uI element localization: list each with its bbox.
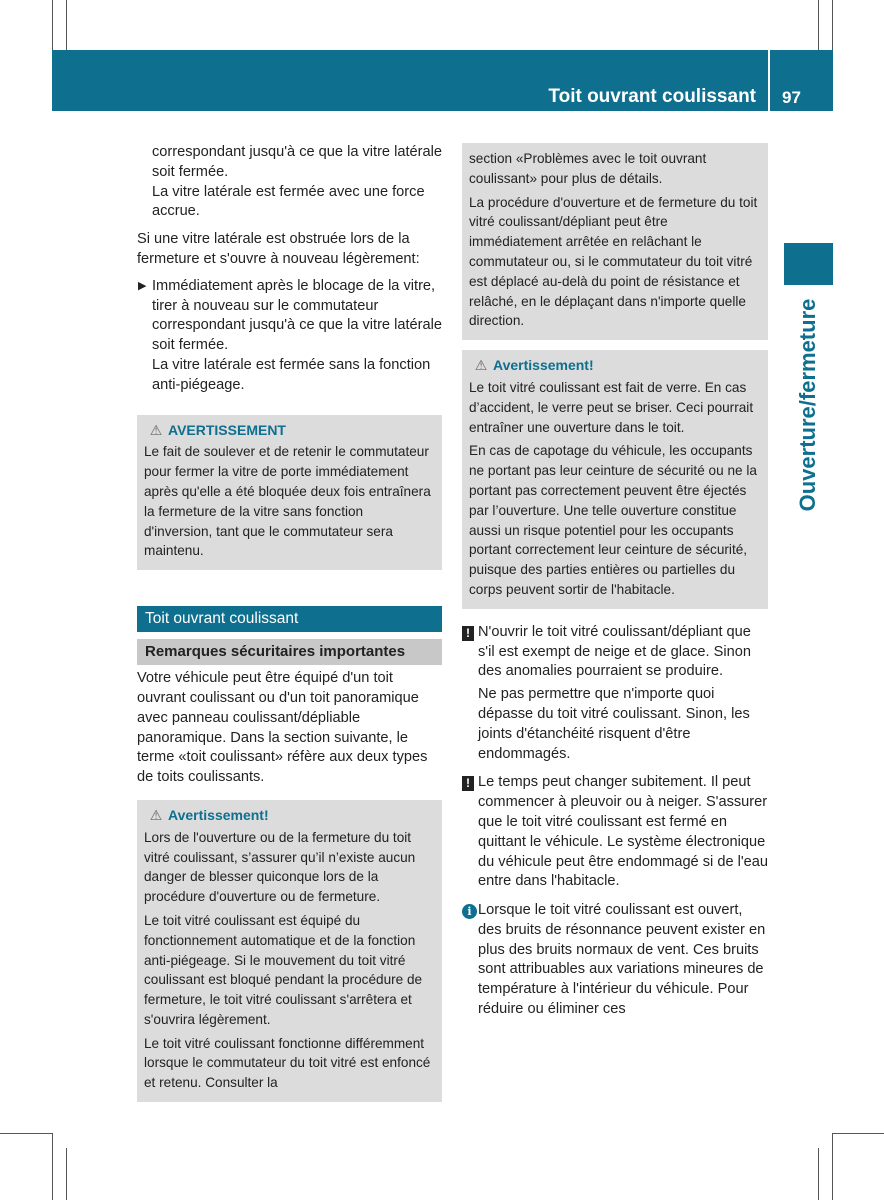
caution-note	[462, 623, 768, 765]
continued-step-text: correspondant jusqu'à ce que la vitre latérale soit fermée.	[152, 144, 442, 180]
subsection-title: Remarques sécuritaires importantes	[137, 639, 442, 665]
warning-title: Avertissement!	[493, 357, 594, 374]
warning-heading	[469, 356, 761, 376]
crop-mark	[832, 1133, 884, 1134]
continued-warning-box	[462, 143, 768, 340]
info-paragraph: Lorsque le toit vitré coulissant est ouvert, des bruits de résonnance peuvent exister en plus des bruits normaux de vent. Ces bruits sont attribuables aux variations mineures de température à l'intérieur du véhicule. Pour réduire ou éliminer ces	[478, 902, 766, 1018]
warning-paragraph: En cas de capotage du véhicule, les occupants ne portant pas leur ceinture de sécurité ou ne la portant pas correctement peuvent être éjectés par l’ouverture. Une telle ouverture constitue aussi un risque potentiel pour les occupants portant correctement leur ceinture de sécurité, puisque des parties entières ou partielles du corps peuvent sortir de l'habitacle.	[469, 443, 757, 597]
left-column	[137, 143, 442, 1102]
caution-paragraph: Le temps peut changer subitement. Il peut commencer à pleuvoir ou à neiger. S'assurer que le toit vitré coulissant est fermé en quittant le véhicule. Le système électronique du véhicule peut être endommagé si de l'eau entre dans l'habitacle.	[478, 774, 768, 890]
info-note	[462, 901, 768, 1020]
crop-mark	[0, 1133, 52, 1134]
crop-mark	[66, 0, 67, 50]
section-title: Toit ouvrant coulissant	[137, 606, 442, 632]
intro-paragraph: Votre véhicule peut être équipé d'un toit ouvrant coulissant ou d'un toit panoramique avec panneau coulissant/dépliable panoramique. Dans la section suivante, le terme «toit coulissant» réfère aux deux types de toits coulissants.	[137, 670, 428, 786]
page-header-title: Toit ouvrant coulissant	[548, 86, 756, 107]
arrow-bullet-icon: ▶	[138, 279, 147, 292]
warning-box	[462, 350, 768, 609]
caution-note	[462, 773, 768, 892]
crop-mark	[832, 1133, 833, 1200]
warning-paragraph: Le toit vitré coulissant fonctionne différemment lorsque le commutateur du toit vitré est enfoncé et retenu. Consulter la	[144, 1035, 431, 1091]
warning-heading	[144, 806, 435, 826]
crop-mark	[832, 0, 833, 50]
info-icon: i	[462, 904, 477, 919]
crop-mark	[818, 0, 819, 50]
warning-box	[137, 415, 442, 571]
caution-exclamation-icon: !	[462, 776, 474, 791]
instruction-step	[137, 277, 442, 396]
crop-mark	[52, 1133, 53, 1200]
warning-paragraph: Le toit vitré coulissant est fait de verre. En cas d’accident, le verre peut se briser. Ceci pourrait entraîner une ouverture dans le toit.	[469, 379, 754, 435]
warning-box	[137, 800, 442, 1102]
crop-mark	[818, 1148, 819, 1200]
chapter-tab-label: Ouverture/fermeture	[795, 298, 820, 512]
caution-paragraph: Ne pas permettre que n'importe quoi dépasse du toit vitré coulissant. Sinon, les joints d'étanchéité risquent d'être endommagés.	[478, 686, 750, 762]
page-number: 97	[782, 88, 801, 107]
header-separator	[768, 50, 770, 111]
paragraph-obstructed: Si une vitre latérale est obstruée lors de la fermeture et s'ouvre à nouveau légèrement:	[137, 231, 420, 267]
warning-paragraph: La procédure d'ouverture et de fermeture du toit vitré coulissant/dépliant peut être immédiatement arrêtée en relâchant le commutateur ou, si le commutateur du toit vitré est déplacé au-delà du point de résistance et relâché, en le déplaçant dans n'importe quelle direction.	[469, 194, 758, 329]
right-column	[462, 143, 768, 1020]
warning-title: Avertissement!	[168, 806, 269, 823]
caution-paragraph: N'ouvrir le toit vitré coulissant/dépliant que s'il est exempt de neige et de glace. Sinon des anomalies pourraient se produire.	[478, 623, 751, 680]
chapter-tab-marker	[784, 243, 833, 285]
crop-mark	[66, 1148, 67, 1200]
instruction-step-text: Immédiatement après le blocage de la vitre, tirer à nouveau sur le commutateur correspondant jusqu'à ce que la vitre latérale soit fermée.	[152, 277, 442, 354]
continued-step-result: La vitre latérale est fermée avec une force accrue.	[152, 183, 425, 220]
caution-exclamation-icon: !	[462, 626, 474, 641]
warning-title: AVERTISSEMENT	[168, 421, 286, 438]
warning-heading	[144, 421, 435, 441]
warning-paragraph: Le toit vitré coulissant est équipé du fonctionnement automatique et de la fonction anti-piégeage. Si le mouvement du toit vitré coulissant est bloqué pendant la procédure de fermeture, le toit vitré coulissant s'arrêtera et s'ouvrira légèrement.	[144, 912, 423, 1027]
warning-triangle-icon: ⚠	[474, 357, 488, 374]
crop-mark	[52, 0, 53, 50]
warning-triangle-icon: ⚠	[149, 806, 163, 823]
instruction-step-result: La vitre latérale est fermée sans la fonction anti-piégeage.	[152, 356, 431, 393]
warning-paragraph: section «Problèmes avec le toit ouvrant coulissant» pour plus de détails.	[469, 151, 707, 186]
warning-paragraph: Lors de l'ouverture ou de la fermeture du toit vitré coulissant, s’assurer qu’il n’existe aucun danger de blesser quiconque lors de la procédure d'ouverture ou de fermeture.	[144, 829, 416, 905]
warning-triangle-icon: ⚠	[149, 421, 163, 438]
warning-text: Le fait de soulever et de retenir le commutateur pour fermer la vitre de porte immédiatement après qu'elle a été bloquée deux fois entraînera la fermeture de la vitre sans fonction d'inversion, tant que le commutateur sera maintenu.	[144, 444, 431, 559]
